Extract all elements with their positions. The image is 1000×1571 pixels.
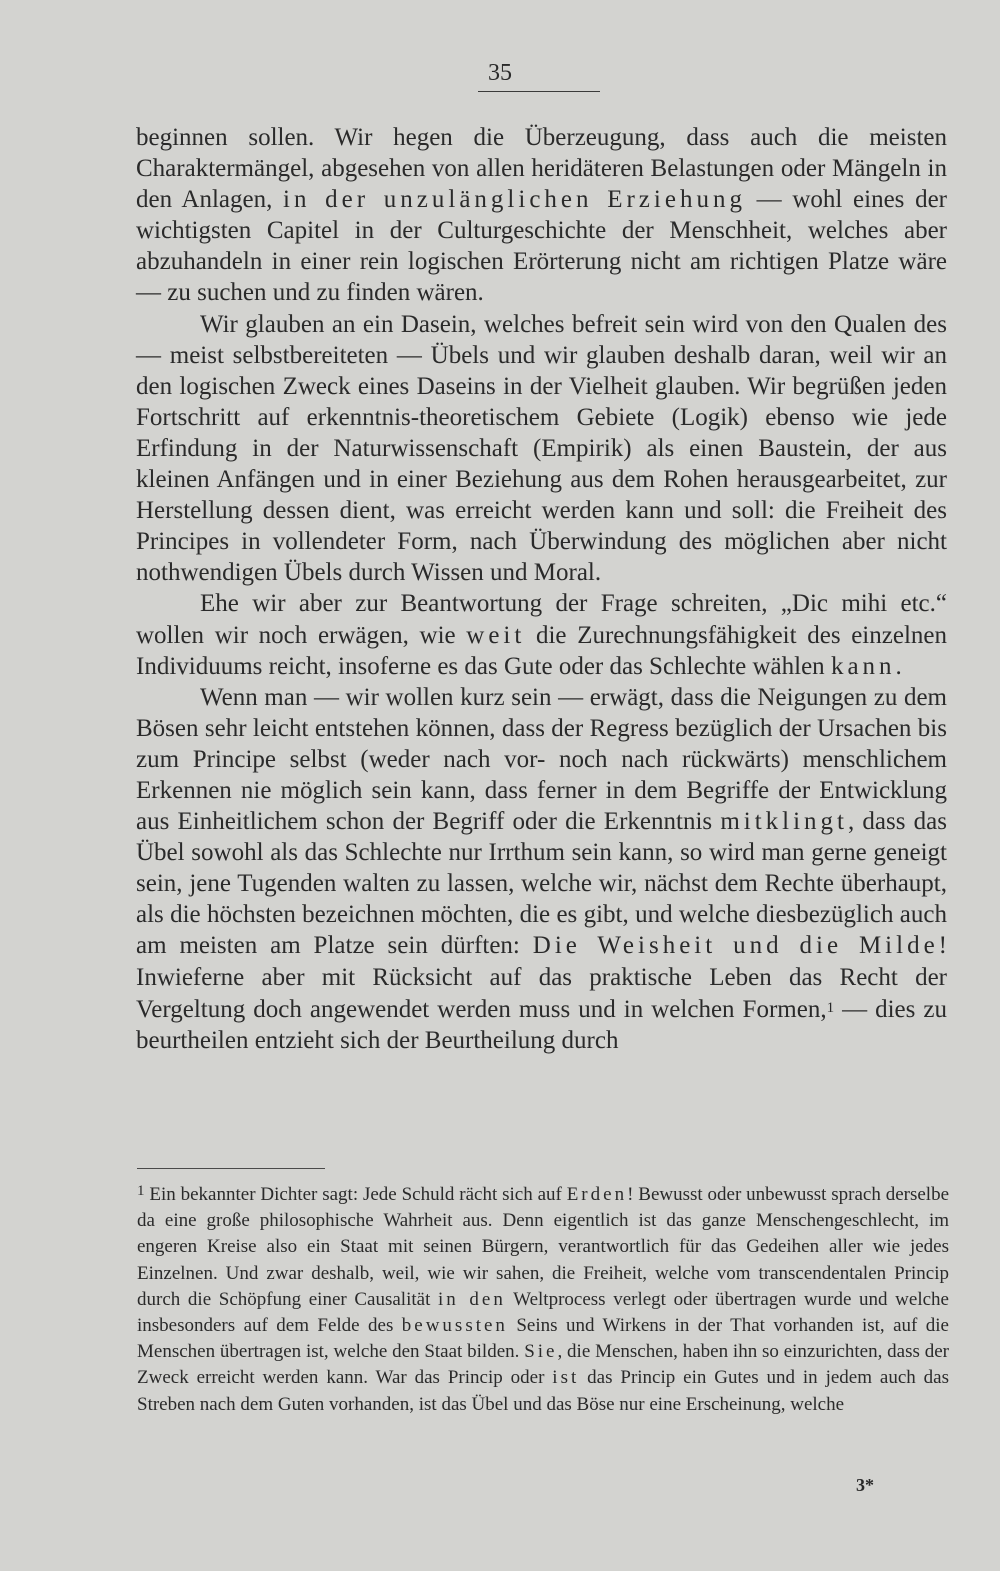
page-number: 35 bbox=[488, 60, 512, 86]
spaced-emphasis: Sie bbox=[524, 1341, 558, 1363]
page-header bbox=[0, 60, 1000, 87]
footnote-reference: 1 bbox=[826, 999, 835, 1016]
spaced-emphasis: in der unzulänglichen Erziehung bbox=[283, 186, 746, 214]
header-rule bbox=[478, 91, 600, 92]
spaced-emphasis: in den bbox=[438, 1288, 506, 1310]
spaced-emphasis: Erden bbox=[566, 1184, 628, 1205]
footnote bbox=[137, 1178, 949, 1418]
paragraph-3: Ehe wir aber zur Beantwortung der Frage schreiten, „Dic mihi etc.“ wollen wir noch erwägen, wie weit die Zurechnungsfähigkeit des einzelnen Individuums reicht, insoferne es das Gute oder das Schlechte wählen kann. bbox=[136, 590, 947, 680]
main-text bbox=[136, 122, 947, 1056]
spaced-emphasis: Die Weisheit und die Milde bbox=[532, 932, 939, 960]
paragraph-1: beginnen sollen. Wir hegen die Überzeugung, dass auch die meisten Charaktermängel, abgesehen von allen heridäteren Belastungen oder Mängeln in den Anlagen, in der unzulänglichen Erziehung — wohl eines der wichtigsten Capitel in der Culturgeschichte der Menschheit, welches aber abzuhandeln in einer rein logischen Erörterung nicht am richtigen Platze wäre — zu suchen und zu finden wären. bbox=[136, 124, 947, 307]
spaced-emphasis: ist bbox=[552, 1367, 580, 1389]
paragraph-4: Wenn man — wir wollen kurz sein — erwägt, dass die Neigungen zu dem Bösen sehr leicht entstehen können, dass der Regress bezüglich der Ursachen bis zum Principe selbst (weder nach vor- noch nach rückwärts) menschlichem Erkennen nie möglich sein kann, dass ferner in dem Begriffe der Entwicklung aus Einheitlichem schon der Begriff oder die Erkenntnis mitklingt, dass das Übel sowohl als das Schlechte nur Irrthum sein kann, so wird man gerne geneigt sein, jene Tugenden walten zu lassen, welche wir, nächst dem Rechte überhaupt, als die höchsten bezeichnen möchten, die es gibt, und welche diesbezüglich auch am meisten am Platze sein dürften: Die Weisheit und die Milde! Inwieferne aber mit Rücksicht auf das praktische Leben das Recht der Vergeltung doch angewendet werden muss und in welchen Formen,$^1$ — dies zu beurtheilen entzieht sich der Beurtheilung durch bbox=[136, 683, 947, 1054]
spaced-emphasis: bewussten bbox=[401, 1315, 508, 1337]
footnote-mark: 1 bbox=[137, 1183, 145, 1199]
spaced-emphasis: mitklingt bbox=[720, 808, 848, 836]
footnote-text: $^1$ Ein bekannter Dichter sagt: Jede Schuld rächt sich auf Erden! Bewusst oder unbewusst sprach derselbe da eine große philosophische Wahrheit aus. Denn eigentlich ist das ganze Menschengeschlecht, im engeren Kreise also ein Staat mit seinen Bürgern, verantwortlich für das Gedeihen aller wie jedes Einzelnen. Und zwar deshalb, weil, wie wir sahen, die Freiheit, welche vom transcendentalen Princip durch die Schöpfung einer Causalität in den Weltprocess verlegt oder übertragen wurde und welche insbesonders auf dem Felde des bewussten Seins und Wirkens in der That vorhanden ist, auf die Menschen übertragen ist, welche den Staat bilden. Sie, die Menschen, haben ihn so einzurichten, dass der Zweck erreicht werden kann. War das Princip oder ist das Princip ein Gutes und in jedem auch das Streben nach dem Guten vorhanden, ist das Übel und das Böse nur eine Erscheinung, welche bbox=[137, 1183, 950, 1415]
spaced-emphasis: weit bbox=[466, 621, 526, 649]
spaced-emphasis: kann bbox=[830, 652, 896, 680]
paragraph-2: Wir glauben an ein Dasein, welches befreit sein wird von den Qualen des — meist selbstbereiteten — Übels und wir glauben deshalb daran, weil wir an den logischen Zweck eines Daseins in der Vielheit glauben. Wir begrüßen jeden Fortschritt auf erkenntnis-theoretischem Gebiete (Logik) ebenso wie jede Erfindung in der Naturwissenschaft (Empirik) als einen Baustein, der aus kleinen Anfängen und in einer Beziehung aus dem Rohen herausgearbeitet, zur Herstellung dessen dient, was erreicht werden kann und soll: die Freiheit des Principes in vollendeter Form, nach Überwindung des möglichen aber nicht nothwendigen Übels durch Wissen und Moral. bbox=[136, 310, 947, 587]
signature-mark: 3* bbox=[856, 1475, 874, 1495]
footnote-rule bbox=[137, 1168, 325, 1169]
